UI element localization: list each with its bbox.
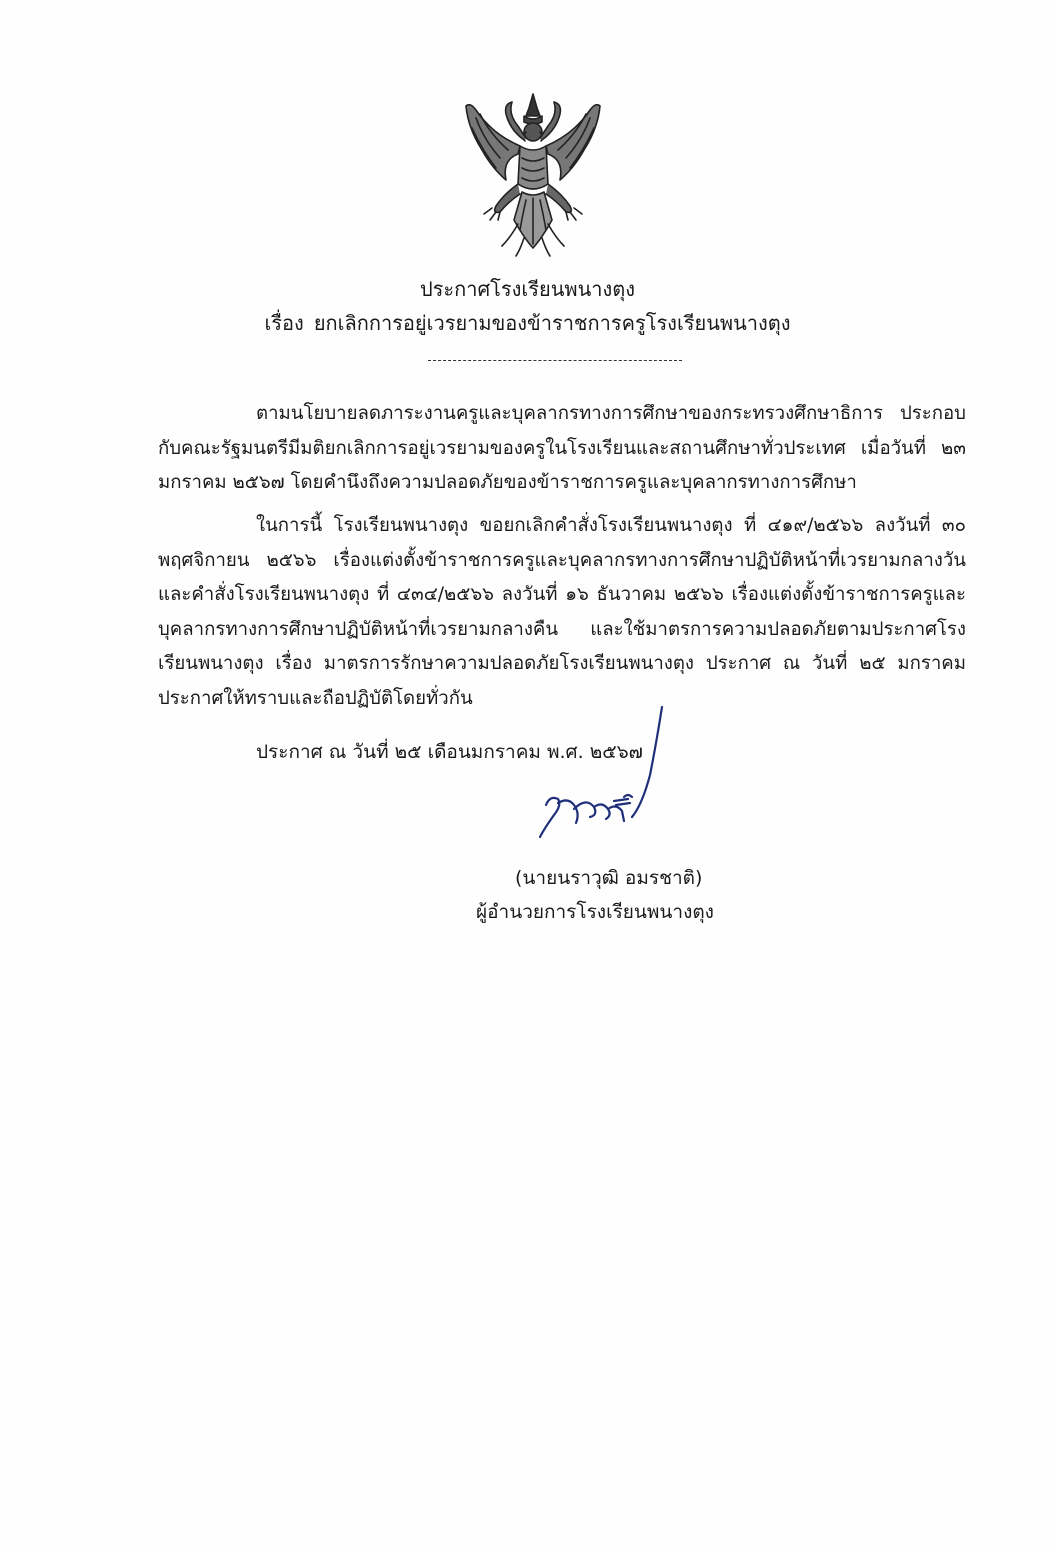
announcement-date: ประกาศ ณ วันที่ ๒๕ เดือนมกราคม พ.ศ. ๒๕๖๗ [256, 741, 643, 763]
subject-label: เรื่อง [264, 311, 304, 335]
announcement-title: ประกาศโรงเรียนพนางตุง [419, 277, 636, 301]
paragraph-2-text: ในการนี้ โรงเรียนพนางตุง ขอยกเลิกคำสั่งโรงเรียนพนางตุง ที่ ๔๑๙/๒๕๖๖ ลงวันที่ ๓๐ พฤศจิกายน ๒๕๖๖ เรื่องแต่งตั้งข้าราชการครูและบุคลากรทางการศึกษาปฏิบัติหน้าที่เวรยามกลางวันและคำสั่งโรงเรียนพนางตุง ที่ ๔๓๔/๒๕๖๖ ลงวันที่ ๑๖ ธันวาคม ๒๕๖๖ เรื่องแต่งตั้งข้าราชการครูและบุคลากรทางการศึกษาปฏิบัติหน้าที่เวรยามกลางคืน และใช้มาตรการความปลอดภัยตามประกาศโรงเรียนพนางตุง เรื่อง มาตรการรักษาความปลอดภัยโรงเรียนพนางตุง ประกาศ ณ วันที่ ๒๕ มกราคม ประกาศให้ทราบและถือปฏิบัติโดยทั่วกัน [158, 515, 966, 709]
signer-name: (นายนราวุฒิ อมรชาติ) [515, 867, 703, 889]
paragraph-1-text: ตามนโยบายลดภาระงานครูและบุคลากรทางการศึกษาของกระทรวงศึกษาธิการ ประกอบกับคณะรัฐมนตรีมีมติยกเลิกการอยู่เวรยามของครูในโรงเรียนและสถานศึกษาทั่วประเทศ เมื่อวันที่ ๒๓ มกราคม ๒๕๖๗ โดยคำนึงถึงความปลอดภัยของข้าราชการครูและบุคลากรทางการศึกษา [158, 403, 966, 493]
body-paragraph-1 [158, 397, 966, 501]
garuda-emblem-icon [462, 88, 604, 260]
handwritten-signature [528, 705, 688, 855]
body-paragraph-2 [158, 509, 966, 716]
signer-position: ผู้อำนวยการโรงเรียนพนางตุง [476, 901, 714, 923]
announcement-subject [0, 306, 1055, 340]
subject-text: ยกเลิกการอยู่เวรยามของข้าราชการครูโรงเรียนพนางตุง [313, 311, 791, 335]
header-divider [428, 360, 682, 361]
